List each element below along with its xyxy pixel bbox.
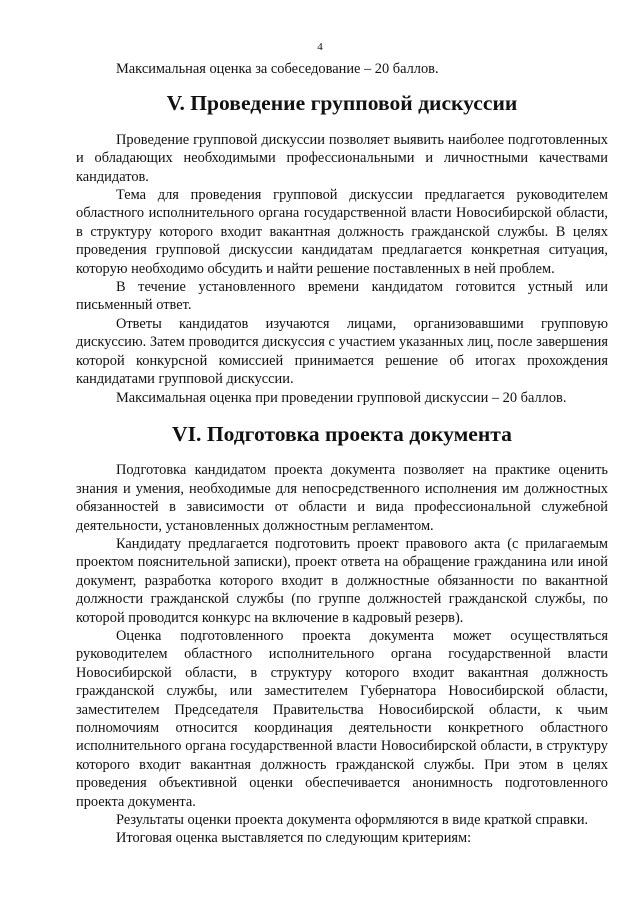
paragraph: Кандидату предлагается подготовить проект правового акта (с прилагаемым проектом пояснительной записки), проект ответа на обращение гражданина или иной документ, разработка которого входит в должностные обязанности по вакантной должности гражданской службы (по группе должностей гражданской службы, по которой проводится конкурс на включение в кадровый резерв). xyxy=(76,535,608,626)
paragraph-interview-score: Максимальная оценка за собеседование – 20 баллов. xyxy=(116,61,439,77)
paragraph: Тема для проведения групповой дискуссии предлагается руководителем областного исполнительного органа государственной власти Новосибирской области, в структуру которого входит вакантная должность гражданской службы. В целях проведения групповой дискуссии кандидатам предлагается конкретная ситуация, которую необходимо обсудить и найти решение поставленных в ней проблем. xyxy=(76,187,608,277)
paragraph: В течение установленного времени кандидатом готовится устный или письменный ответ. xyxy=(76,279,608,314)
paragraph: Результаты оценки проекта документа оформляются в виде краткой справки. xyxy=(116,812,589,829)
paragraph: Ответы кандидатов изучаются лицами, организовавшими групповую дискуссию. Затем проводится дискуссия с участием указанных лиц, после завершения которой конкурсной комиссией принимается решение об итогах прохождения кандидатами групповой дискуссии. xyxy=(76,315,608,388)
section-heading-document-draft: VI. Подготовка проекта документа xyxy=(172,421,512,446)
paragraph: Подготовка кандидатом проекта документа позволяет на практике оценить знания и умения, необходимые для непосредственного исполнения им должностных обязанностей в зависимости от области и вида профессиональной служебной деятельности, установленных должностным регламентом. xyxy=(76,462,608,534)
document-body xyxy=(76,60,608,848)
paragraph: Максимальная оценка при проведении групповой дискуссии – 20 баллов. xyxy=(116,389,567,406)
page-number: 4 xyxy=(317,41,323,53)
paragraph: Оценка подготовленного проекта документа может осуществляться руководителем областного исполнительного органа государственной власти Новосибирской области, в структуру которого входит вакантная должность гражданской службы, или заместителем Губернатора Новосибирской области, заместителем Председателя Правительства Новосибирской области, к чьим полномочиям относится координация деятельности конкретного областного исполнительного органа государственной власти Новосибирской области, в структуру которого входит вакантная должность гражданской службы. При этом в целях проведения объективной оценки обеспечивается анонимность подготовленного проекта документа. xyxy=(76,627,608,810)
paragraph: Итоговая оценка выставляется по следующим критериям: xyxy=(116,830,472,847)
paragraph: Проведение групповой дискуссии позволяет выявить наиболее подготовленных и обладающих необходимыми профессиональными и личностными качествами кандидатов. xyxy=(76,131,608,185)
section-heading-group-discussion: V. Проведение групповой дискуссии xyxy=(166,91,518,116)
